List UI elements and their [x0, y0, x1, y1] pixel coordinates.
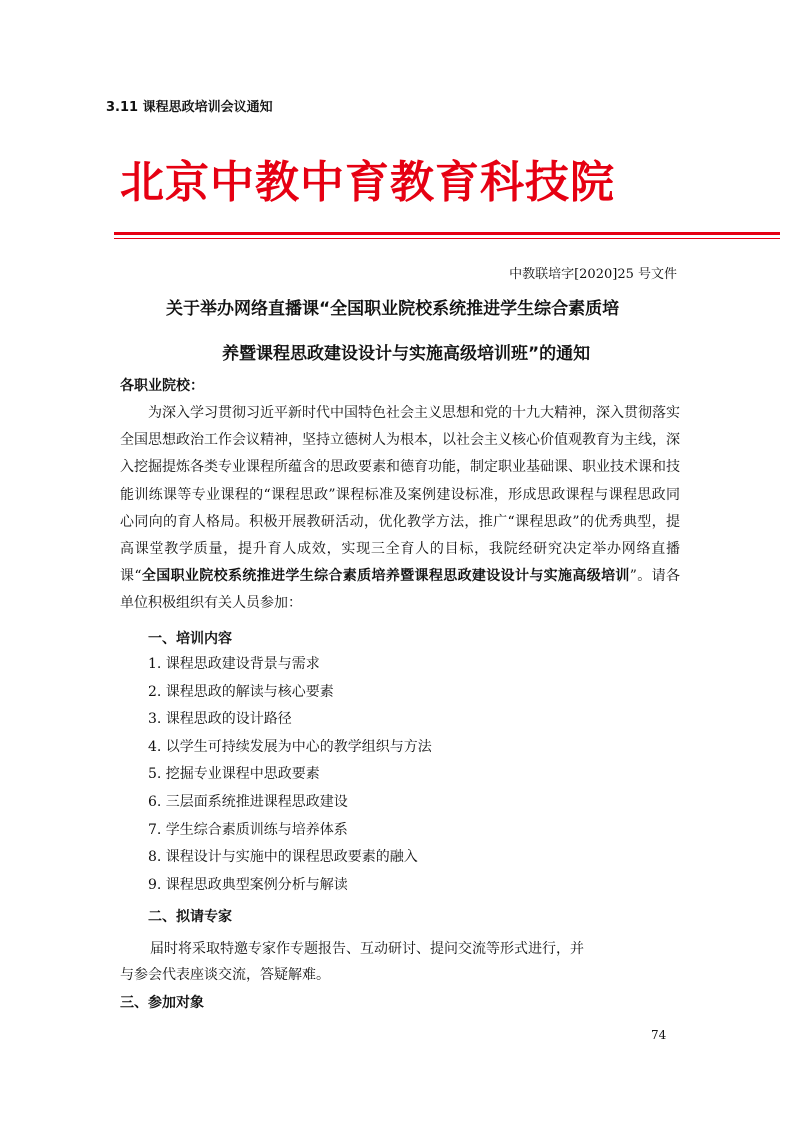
- section-heading-training-content: 一、培训内容: [148, 631, 232, 647]
- intro-text: 为深入学习贯彻习近平新时代中国特色社会主义思想和党的十九大精神，深入贯彻落实全国思想政治工作会议精神，坚持立德树人为根本，以社会主义核心价值观教育为主线，深入挖掘提炼各类专业课程所蕴含的思政要素和德育功能，制定职业基础课、职业技术课和技能训练课等专业课程的“课程思政”课程标准及案例建设标准，形成思政课程与课程思政同心同向的育人格局。积极开展教研活动，优化教学方法，推广“课程思政”的优秀典型，提高课堂教学质量，提升育人成效，实现三全育人的目标，我院经研究决定举办网络直播课“: [120, 405, 680, 585]
- list-item: 8. 课程设计与实施中的课程思政要素的融入: [148, 849, 418, 866]
- section-heading-experts: 二、拟请专家: [148, 909, 232, 925]
- salutation: 各职业院校：: [120, 378, 204, 394]
- organization-name: 北京中教中育教育科技院: [120, 157, 615, 208]
- list-item: 9. 课程思政典型案例分析与解读: [148, 876, 348, 893]
- list-item: 6. 三层面系统推进课程思政建设: [148, 793, 348, 810]
- list-item: 4. 以学生可持续发展为中心的教学组织与方法: [148, 738, 432, 755]
- section-tag: 3.11 课程思政培训会议通知: [106, 100, 273, 115]
- intro-paragraph: [120, 400, 680, 618]
- section-heading-participants: 三、参加对象: [120, 995, 204, 1011]
- list-item: 2. 课程思政的解读与核心要素: [148, 683, 334, 700]
- document-number: 中教联培字[2020]25 号文件: [509, 267, 677, 282]
- red-header-rule-thin: [114, 238, 780, 239]
- experts-paragraph-cont: 与参会代表座谈交流，答疑解难。: [120, 967, 330, 983]
- red-header-rule: [114, 232, 780, 235]
- experts-paragraph: 届时将采取特邀专家作专题报告、互动研讨、提问交流等形式进行，并: [150, 941, 584, 957]
- list-item: 7. 学生综合素质训练与培养体系: [148, 821, 348, 838]
- notice-title-line-1: 关于举办网络直播课“全国职业院校系统推进学生综合素质培: [166, 299, 620, 319]
- list-item: 1. 课程思政建设背景与需求: [148, 656, 320, 672]
- page-number: 74: [651, 1028, 667, 1042]
- list-item: 5. 挖掘专业课程中思政要素: [148, 766, 320, 783]
- notice-title-line-2: 养暨课程思政建设设计与实施高级培训班”的通知: [222, 344, 591, 364]
- training-content-list: [148, 654, 432, 902]
- intro-text-end: ”。请各单位积极组织有关人员参加：: [120, 568, 680, 612]
- intro-course-name: 全国职业院校系统推进学生综合素质培养暨课程思政建设设计与实施高级培训: [141, 568, 630, 585]
- list-item: 3. 课程思政的设计路径: [148, 711, 292, 728]
